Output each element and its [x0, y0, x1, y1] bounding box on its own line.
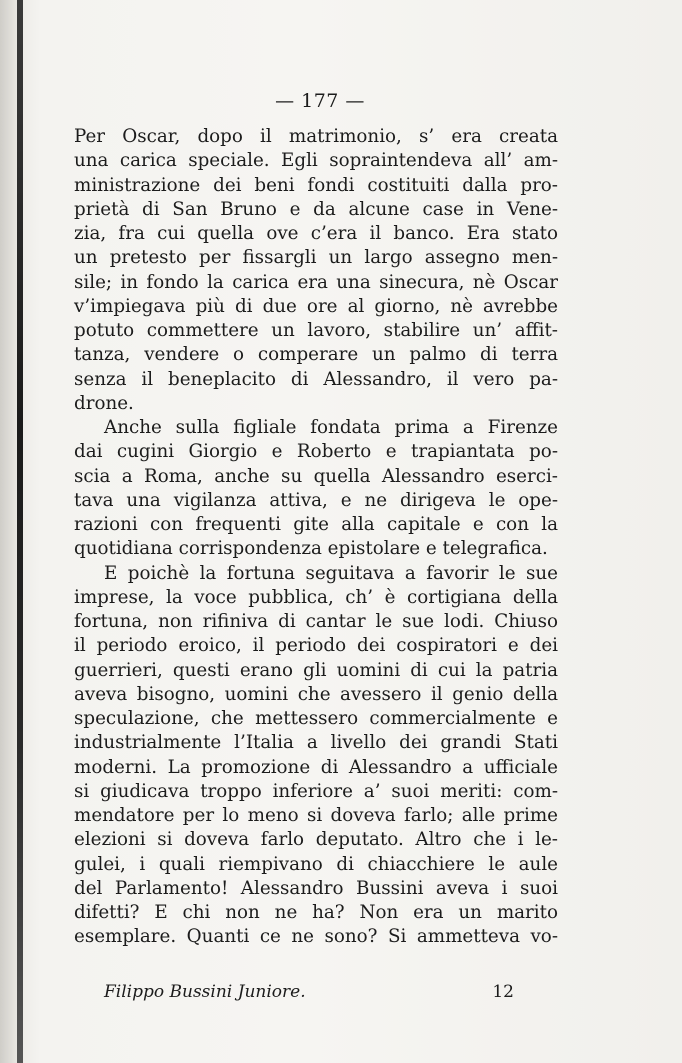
text-line: zia, fra cui quella ove c’era il banco. Era stato [74, 223, 558, 244]
text-line: sile; in fondo la carica era una sinecura, nè Oscar [74, 271, 558, 293]
text-line: gulei, i quali riempivano di chiacchiere le aule [74, 853, 558, 875]
text-line: esemplare. Quanti ce ne sono? Si ammetteva vo- [74, 926, 558, 948]
page-number: — 177 — [275, 90, 365, 112]
text-line: E poichè la fortuna seguitava a favorir le sue [104, 562, 558, 584]
book-spine [17, 0, 23, 1063]
text-line: difetti? E chi non ne ha? Non era un marito [74, 902, 558, 923]
text-line: prietà di San Bruno e da alcune case in Vene- [74, 198, 558, 220]
text-line: Per Oscar, dopo il matrimonio, s’ era creata [74, 126, 558, 147]
text-line: mendatore per lo meno si doveva farlo; alle prime [74, 805, 558, 826]
text-line: tanza, vendere o comperare un palmo di terra [74, 344, 558, 366]
text-line: dai cugini Giorgio e Roberto e trapiantata po- [74, 441, 558, 463]
text-line: v’impiegava più di due ore al giorno, nè avrebbe [74, 295, 558, 317]
body-text [74, 125, 558, 950]
text-line: drone. [74, 392, 134, 414]
gutter-shadow [0, 0, 17, 1063]
text-line: razioni con frequenti gite alla capitale e con la [74, 514, 558, 535]
text-line: ministrazione dei beni fondi costituiti dalla pro- [74, 174, 558, 196]
text-line: aveva bisogno, uomini che avessero il genio della [74, 683, 558, 705]
text-line: scia a Roma, anche su quella Alessandro eserci- [74, 465, 558, 487]
text-line: del Parlamento! Alessandro Bussini aveva i suoi [74, 877, 558, 899]
text-line: senza il beneplacito di Alessandro, il vero pa- [74, 368, 558, 390]
text-line: il periodo eroico, il periodo dei cospiratori e dei [74, 635, 558, 657]
text-line: guerrieri, questi erano gli uomini di cui la patria [74, 659, 558, 681]
text-line: potuto commettere un lavoro, stabilire un’ affit- [74, 320, 558, 341]
text-line: elezioni si doveva farlo deputato. Altro che i le- [74, 829, 558, 851]
text-line: una carica speciale. Egli sopraintendeva all’ am- [74, 150, 558, 172]
text-line: quotidiana corrispondenza epistolare e telegrafica. [74, 538, 548, 560]
text-line: tava una vigilanza attiva, e ne dirigeva le ope- [74, 489, 558, 511]
text-line: industrialmente l’Italia a livello dei grandi Stati [74, 732, 558, 754]
text-line: speculazione, che mettessero commercialmente e [74, 708, 558, 729]
printer-signature: Filippo Bussini Juniore. [104, 982, 306, 1002]
text-line: fortuna, non rifiniva di cantar le sue lodi. Chiuso [74, 611, 558, 632]
text-line: si giudicava troppo inferiore a’ suoi meriti: com- [74, 780, 558, 802]
text-line: moderni. La promozione di Alessandro a ufficiale [74, 756, 558, 778]
text-line: imprese, la voce pubblica, ch’ è cortigiana della [74, 586, 558, 608]
text-line: Anche sulla figliale fondata prima a Firenze [104, 417, 558, 438]
sheet-number: 12 [492, 982, 514, 1002]
text-line: un pretesto per fissargli un largo assegno men- [74, 247, 558, 269]
page-footer [104, 982, 514, 1002]
